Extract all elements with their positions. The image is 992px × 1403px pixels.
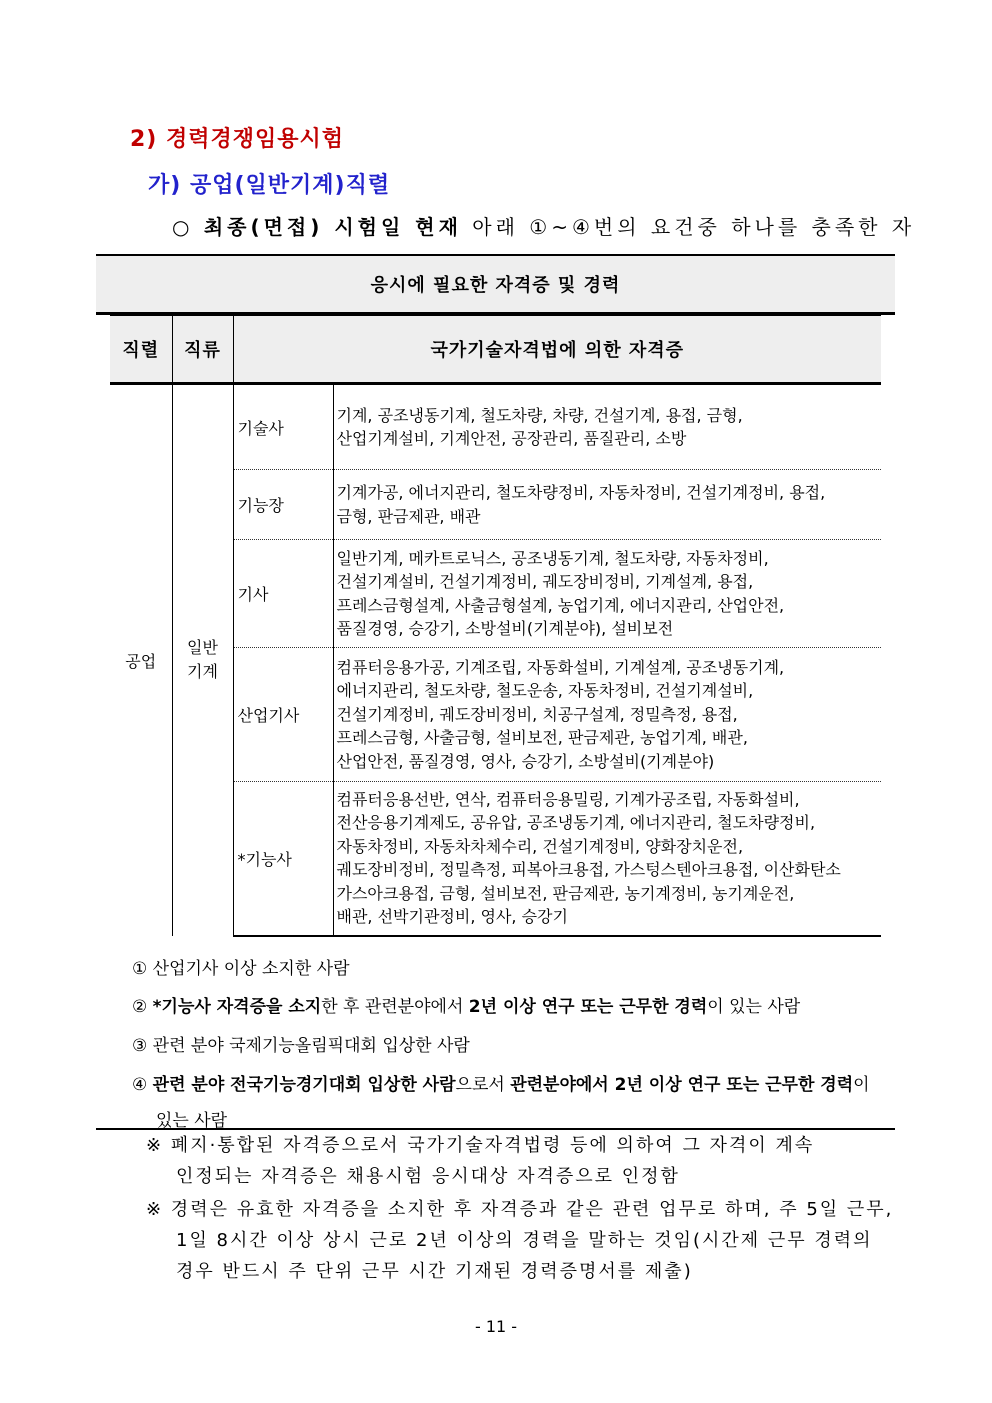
sub-heading: 가) 공업(일반기계)직렬 xyxy=(148,173,391,198)
certificate-line: 기계가공, 에너지관리, 철도차량정비, 자동차정비, 건설기계정비, 용접, xyxy=(336,483,826,502)
certificate-line: 프레스금형, 사출금형, 설비보전, 판금제관, 농업기계, 배관, xyxy=(336,728,748,748)
certificate-table xyxy=(110,313,881,937)
condition-bold-text: 최종(면접) 시험일 현재 xyxy=(203,215,462,239)
certificate-line: 배관, 선박기관정비, 영사, 승강기 xyxy=(336,907,568,927)
class-cell xyxy=(172,384,233,936)
requirements-box-title: 응시에 필요한 자격증 및 경력 xyxy=(96,254,895,315)
certificate-line: 컴퓨터응용가공, 기계조립, 자동화설비, 기계설계, 공조냉동기계, xyxy=(336,657,785,677)
certificate-line: 자동차정비, 자동차차체수리, 건설기계정비, 양화장치운전, xyxy=(336,836,744,856)
grade-cell: 기사 xyxy=(233,540,333,648)
table-row xyxy=(110,384,881,470)
certificate-line: 건설기계정비, 궤도장비정비, 치공구설계, 정밀측정, 용접, xyxy=(336,704,738,724)
note-1-line-2: 인정되는 자격증은 채용시험 응시대상 자격증으로 인정함 xyxy=(176,1166,680,1187)
class-label-line2: 기계 xyxy=(187,662,218,682)
table-header-row xyxy=(110,315,881,384)
certificate-list xyxy=(333,540,881,648)
eligibility-condition xyxy=(172,211,915,240)
grade-cell: 산업기사 xyxy=(233,648,333,782)
requirement-text: 으로서 xyxy=(455,1075,511,1095)
page-number: - 11 - xyxy=(474,1317,518,1336)
series-label: 공업 xyxy=(125,651,157,671)
class-label-line1: 일반 xyxy=(187,638,218,658)
grade-cell: 기능장 xyxy=(233,470,333,540)
requirement-3: ③ 관련 분야 국제기능올림픽대회 입상한 사람 xyxy=(132,1036,470,1056)
requirement-4 xyxy=(132,1070,870,1095)
note-2-line-3: 경우 반드시 주 단위 근무 시간 기재된 경력증명서를 제출) xyxy=(176,1261,693,1282)
condition-bullet: ○ xyxy=(172,215,194,239)
certificate-line: 기계, 공조냉동기계, 철도차량, 차량, 건설기계, 용접, 금형, xyxy=(336,405,743,425)
requirement-bold: 2년 이상 연구 또는 근무한 경력 xyxy=(468,997,708,1017)
certificate-line: 가스아크용접, 금형, 설비보전, 판금제관, 농기계정비, 농기계운전, xyxy=(336,883,795,903)
requirement-1: ① 산업기사 이상 소지한 사람 xyxy=(132,959,350,979)
requirement-4-continued: 있는 사람 xyxy=(156,1111,228,1131)
note-2-line-2: 1일 8시간 이상 상시 근로 2년 이상의 경력을 말하는 것임(시간제 근무 경력의 xyxy=(176,1230,873,1251)
grade-cell: *기능사 xyxy=(233,782,333,936)
requirement-2 xyxy=(132,992,800,1017)
condition-text: 아래 ①~④번의 요건중 하나를 충족한 자 xyxy=(461,215,916,239)
certificate-line: 궤도장비정비, 정밀측정, 피복아크용접, 가스텅스텐아크용접, 이산화탄소 xyxy=(336,860,841,880)
certificate-list xyxy=(333,782,881,936)
header-series: 직렬 xyxy=(110,315,172,384)
certificate-list xyxy=(333,384,881,470)
requirement-text: 이 xyxy=(853,1075,870,1095)
header-class: 직류 xyxy=(172,315,233,384)
requirement-text: 이 있는 사람 xyxy=(707,997,801,1017)
requirement-mark: ② xyxy=(132,997,153,1017)
certificate-list xyxy=(333,648,881,782)
header-certificate: 국가기술자격법에 의한 자격증 xyxy=(233,315,881,384)
divider xyxy=(96,1128,895,1130)
certificate-line: 산업기계설비, 기계안전, 공장관리, 품질관리, 소방 xyxy=(336,429,687,448)
note-2-line-1: ※ 경력은 유효한 자격증을 소지한 후 자격증과 같은 관련 업무로 하며, 주 5일 근무, xyxy=(146,1199,894,1220)
certificate-line: 에너지관리, 철도차량, 철도운송, 자동차정비, 건설기계설비, xyxy=(336,681,754,701)
note-1-line-1: ※ 폐지·통합된 자격증으로서 국가기술자격법령 등에 의하여 그 자격이 계속 xyxy=(146,1135,815,1156)
certificate-line: 일반기계, 메카트로닉스, 공조냉동기계, 철도차량, 자동차정비, xyxy=(336,548,769,568)
requirement-text: 한 후 관련분야에서 xyxy=(321,997,469,1017)
grade-cell: 기술사 xyxy=(233,384,333,470)
certificate-line: 금형, 판금제관, 배관 xyxy=(336,506,481,526)
certificate-line: 프레스금형설계, 사출금형설계, 농업기계, 에너지관리, 산업안전, xyxy=(336,595,785,615)
certificate-line: 산업안전, 품질경영, 영사, 승강기, 소방설비(기계분야) xyxy=(336,751,715,771)
requirement-bold: *기능사 자격증을 소지 xyxy=(152,997,322,1017)
certificate-line: 건설기계설비, 건설기계정비, 궤도장비정비, 기계설계, 용접, xyxy=(336,572,754,591)
section-heading: 2) 경력경쟁임용시험 xyxy=(130,127,345,152)
requirement-mark: ④ xyxy=(132,1075,153,1095)
requirement-bold: 관련 분야 전국기능경기대회 입상한 사람 xyxy=(152,1075,456,1095)
certificate-list xyxy=(333,470,881,540)
certificate-line: 품질경영, 승강기, 소방설비(기계분야), 설비보전 xyxy=(336,619,674,638)
series-cell xyxy=(110,384,172,936)
certificate-line: 전산응용기계제도, 공유압, 공조냉동기계, 에너지관리, 철도차량정비, xyxy=(336,813,816,833)
requirement-bold: 관련분야에서 2년 이상 연구 또는 근무한 경력 xyxy=(510,1075,854,1095)
certificate-line: 컴퓨터응용선반, 연삭, 컴퓨터응용밀링, 기계가공조립, 자동화설비, xyxy=(336,789,800,809)
